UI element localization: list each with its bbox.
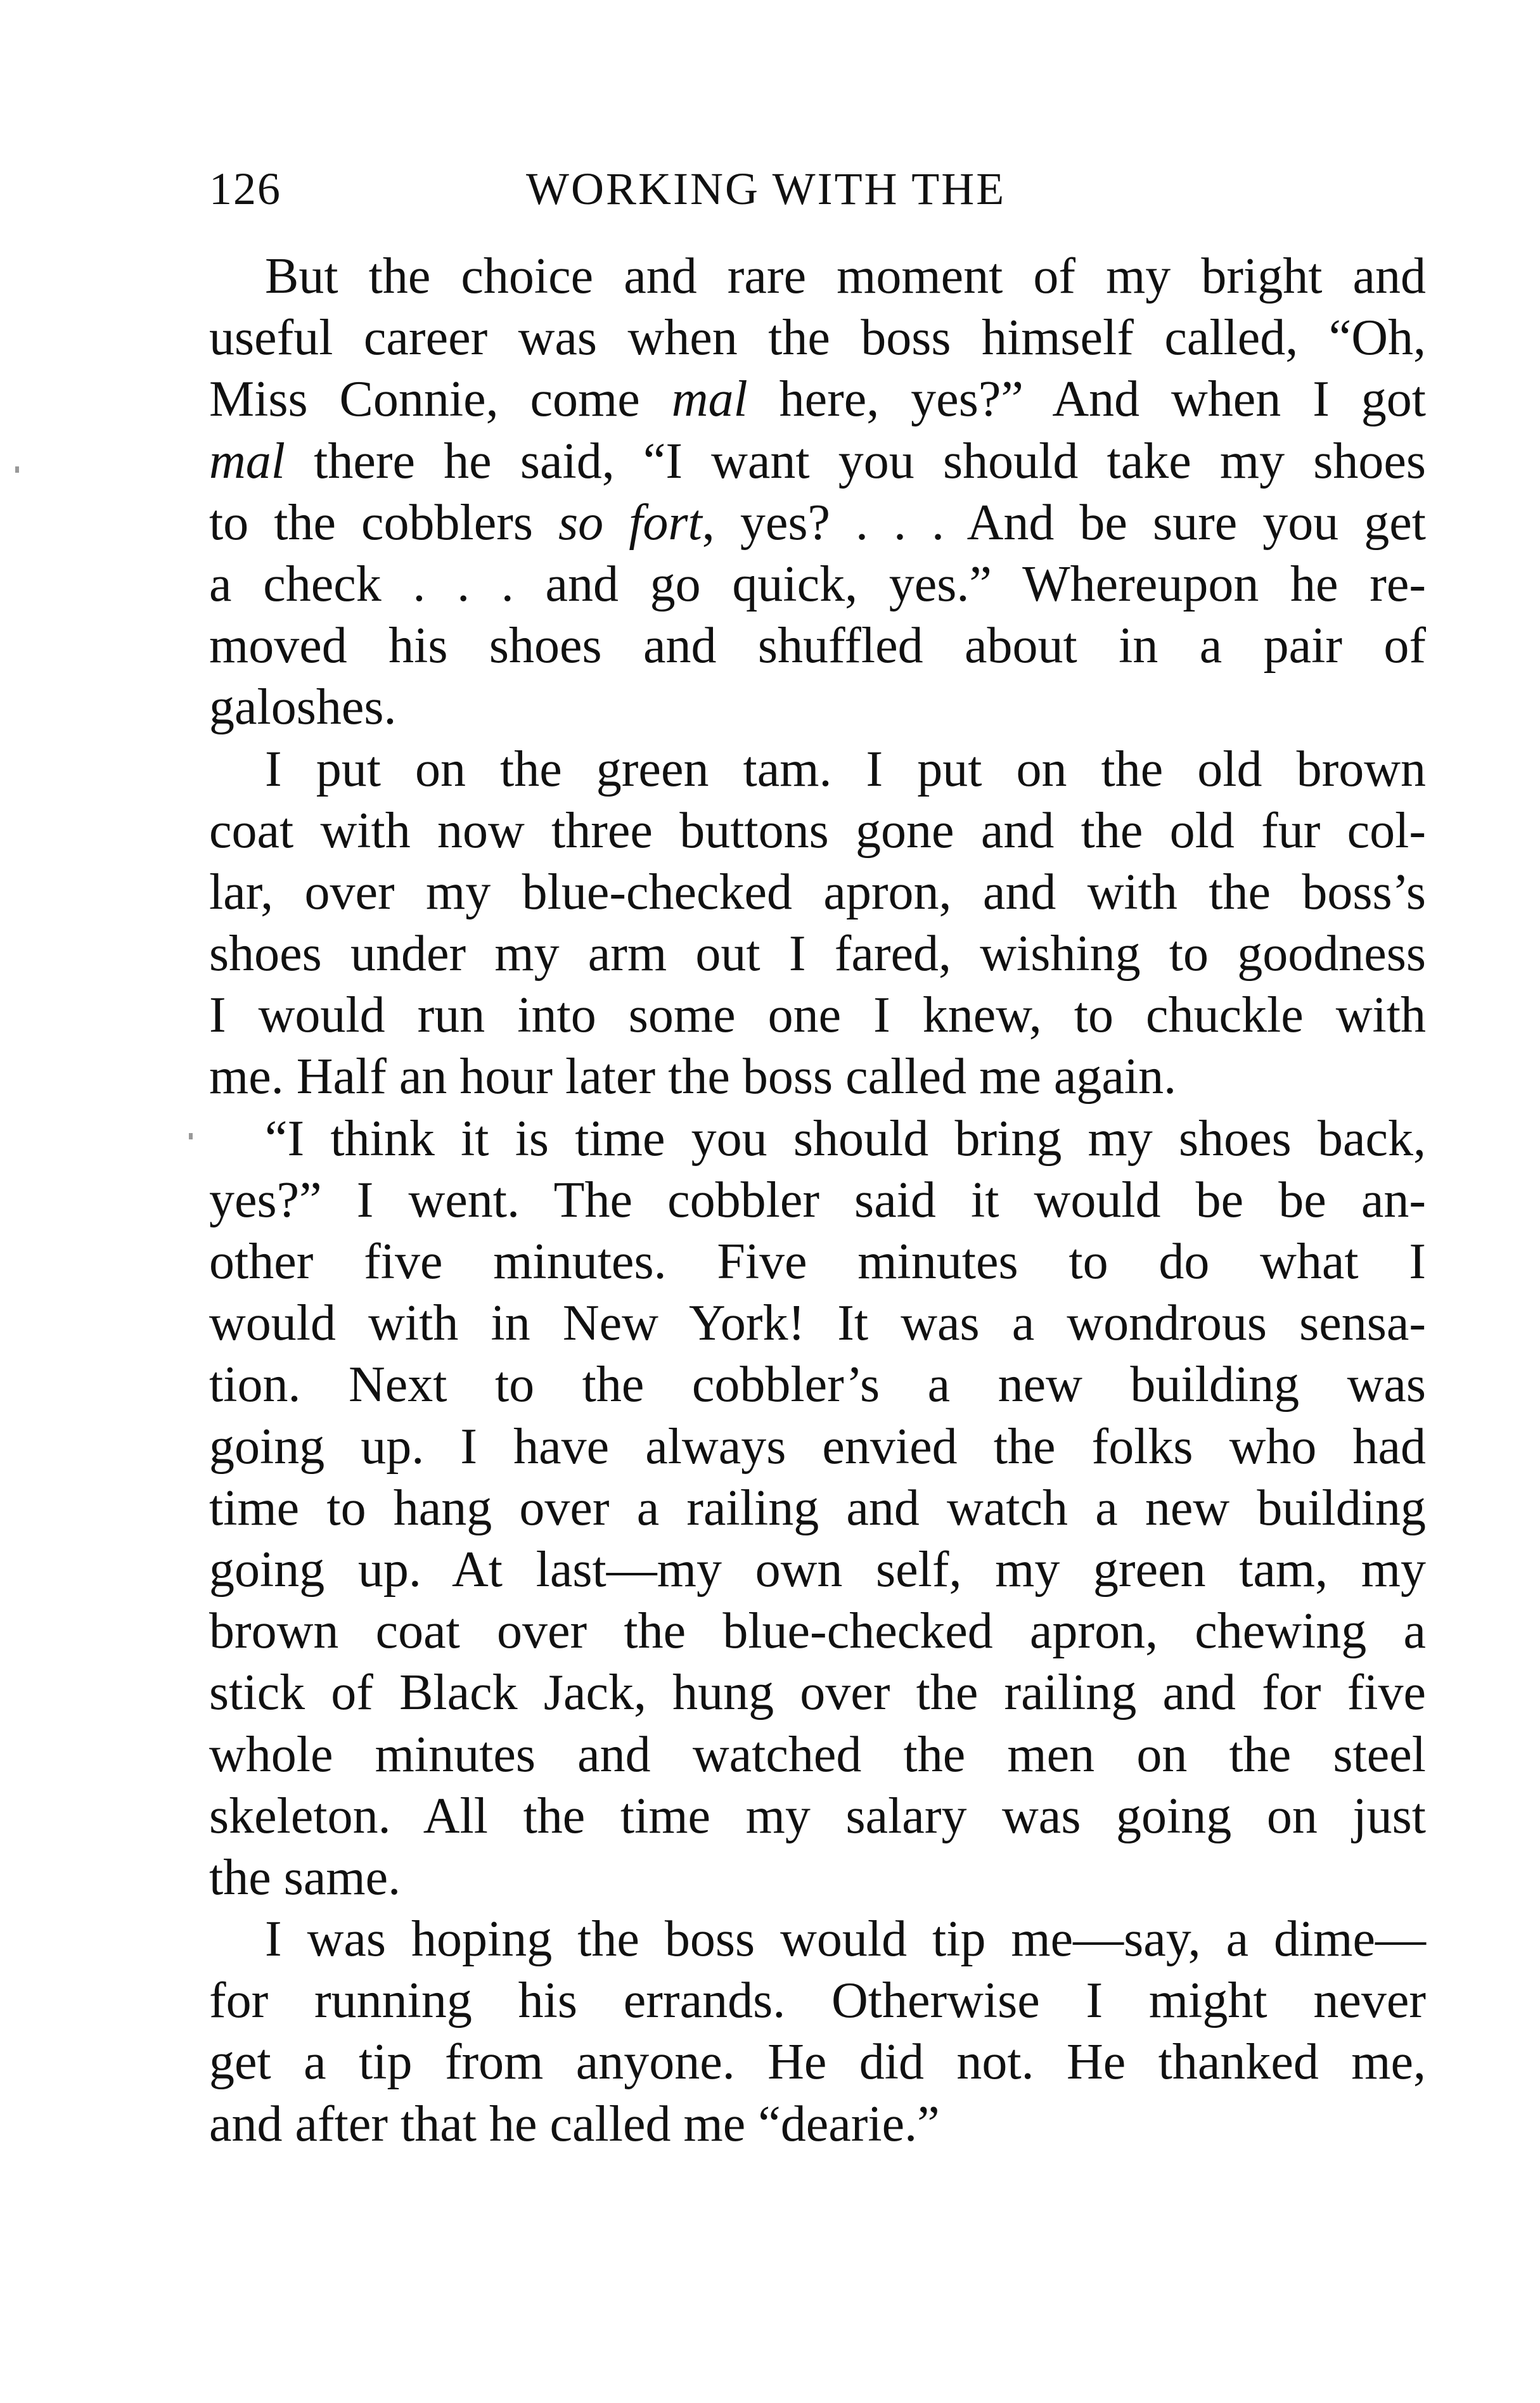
text-run: skeleton. All the time my salary was going on just (209, 1788, 1426, 1844)
text-run: other five minutes. Five minutes to do what I (209, 1234, 1426, 1290)
text-run: me. Half an hour later the boss called me again. (209, 1049, 1177, 1105)
text-line (209, 1170, 1426, 1231)
text-line (209, 554, 1426, 615)
paragraph (209, 1909, 1426, 2155)
text-run: there he said, “I want you should take my shoes (285, 433, 1426, 489)
text-run: to the cobblers (209, 494, 559, 551)
text-line (209, 1231, 1426, 1293)
margin-speck (189, 1133, 193, 1139)
text-line (209, 1724, 1426, 1786)
text-run: would with in New York! It was a wondrous sensa- (209, 1295, 1426, 1352)
text-run: Miss Connie, come (209, 371, 672, 428)
text-run: But the choice and rare moment of my bright and (265, 248, 1426, 304)
text-line (209, 307, 1426, 369)
text-run: , yes? . . . And be sure you get (702, 494, 1427, 551)
text-line (209, 985, 1426, 1046)
text-line (209, 2032, 1426, 2093)
text-line (209, 1354, 1426, 1416)
text-run: time to hang over a railing and watch a new building (209, 1480, 1426, 1536)
text-run: brown coat over the blue-checked apron, chewing a (209, 1603, 1426, 1660)
text-line (209, 739, 1426, 800)
text-run: moved his shoes and shuffled about in a pair of (209, 618, 1426, 674)
text-line (209, 1046, 1426, 1108)
text-run: for running his errands. Otherwise I might never (209, 1973, 1426, 2029)
text-run: here, yes?” And when I got (747, 371, 1426, 428)
paragraph (209, 739, 1426, 1108)
text-line (209, 677, 1426, 738)
text-run: shoes under my arm out I fared, wishing to goodness (209, 926, 1426, 982)
text-run: I was hoping the boss would tip me—say, a dime— (265, 1911, 1426, 1968)
text-line (209, 246, 1426, 307)
italic-text: mal (671, 371, 748, 428)
text-run: tion. Next to the cobbler’s a new building was (209, 1357, 1426, 1413)
text-run: going up. I have always envied the folks who had (209, 1418, 1426, 1475)
paragraph (209, 246, 1426, 739)
text-run: get a tip from anyone. He did not. He thanked me, (209, 2034, 1426, 2091)
text-line (209, 1478, 1426, 1539)
paragraph (209, 1108, 1426, 1909)
text-line (209, 862, 1426, 923)
text-line (209, 800, 1426, 862)
text-line (209, 1108, 1426, 1170)
text-line (209, 1416, 1426, 1478)
text-run: and after that he called me “dearie.” (209, 2096, 940, 2152)
italic-text: mal (209, 433, 285, 489)
text-run: the same. (209, 1849, 401, 1906)
text-run: stick of Black Jack, hung over the railing and for five (209, 1665, 1426, 1721)
text-run: coat with now three buttons gone and the old fur col- (209, 802, 1426, 859)
text-run: “I think it is time you should bring my shoes back, (265, 1110, 1426, 1167)
page-number: 126 (209, 163, 281, 214)
text-line (209, 615, 1426, 677)
text-run: going up. At last—my own self, my green tam, my (209, 1541, 1426, 1598)
text-run: a check . . . and go quick, yes.” Whereupon he re- (209, 556, 1426, 612)
text-line (209, 369, 1426, 430)
text-line (209, 923, 1426, 985)
text-run: galoshes. (209, 679, 397, 736)
running-title: WORKING WITH THE (526, 163, 1006, 214)
running-head (209, 157, 1426, 221)
text-line (209, 431, 1426, 492)
text-line (209, 1970, 1426, 2032)
text-line (209, 1909, 1426, 1970)
text-run: whole minutes and watched the men on the steel (209, 1726, 1426, 1783)
text-line (209, 1601, 1426, 1662)
text-run: useful career was when the boss himself called, “Oh, (209, 310, 1426, 366)
text-line (209, 1539, 1426, 1601)
text-line (209, 1847, 1426, 1909)
body-text (209, 246, 1426, 2155)
text-line (209, 2094, 1426, 2155)
text-run: yes?” I went. The cobbler said it would be be an- (209, 1172, 1426, 1228)
text-line (209, 1786, 1426, 1847)
text-line (209, 492, 1426, 554)
text-run: I put on the green tam. I put on the old brown (265, 741, 1426, 797)
margin-speck (15, 466, 19, 473)
text-run: I would run into some one I knew, to chuckle with (209, 987, 1426, 1044)
text-line (209, 1662, 1426, 1724)
italic-text: so fort (558, 494, 702, 551)
text-run: lar, over my blue-checked apron, and with the boss’s (209, 864, 1426, 920)
text-line (209, 1293, 1426, 1354)
